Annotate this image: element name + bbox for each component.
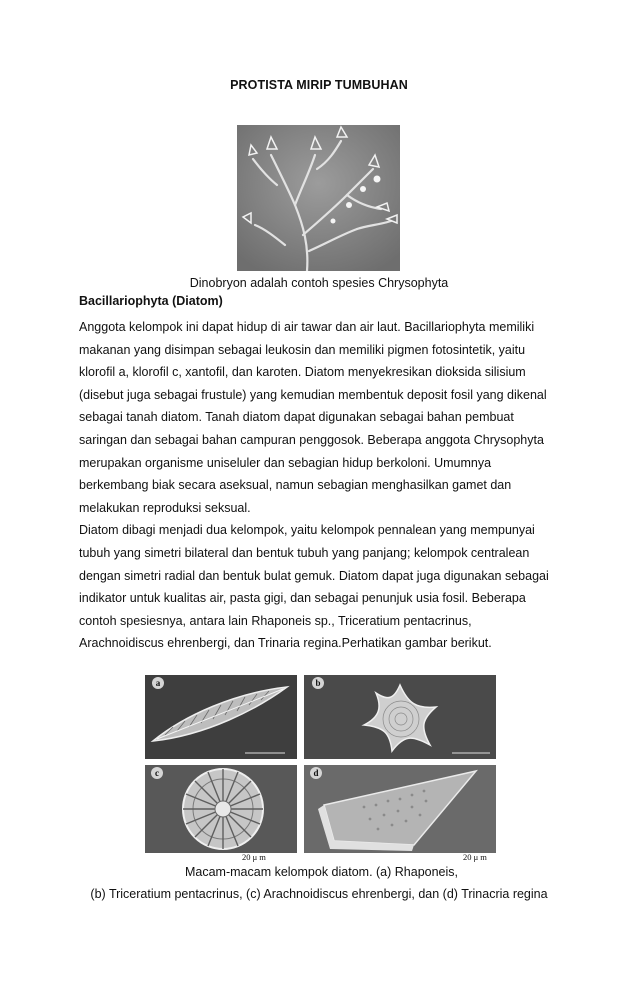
paragraph-line: sebagai tanah diatom. Tanah diatom dapat digunakan sebagai bahan pembuat xyxy=(79,410,514,425)
figure2-caption-line1: Macam-macam kelompok diatom. (a) Rhaponeis, xyxy=(184,865,459,879)
figure2-caption xyxy=(0,861,638,905)
diatom-panel-d xyxy=(304,765,496,853)
paragraph-line: tubuh yang simetri bilateral dan bentuk tubuh yang panjang; kelompok centralean xyxy=(79,545,530,560)
scale-label-d: 20 μ m xyxy=(463,852,487,862)
paragraph-line: Diatom dibagi menjadi dua kelompok, yaitu kelompok pennalean yang mempunyai xyxy=(79,523,535,538)
paragraph-line: (disebut juga sebagai frustule) yang kemudian membentuk deposit fosil yang dikenal xyxy=(79,387,547,402)
paragraph-line: Anggota kelompok ini dapat hidup di air tawar dan air laut. Bacillariophyta memiliki xyxy=(79,320,535,334)
figure1-caption: Dinobryon adalah contoh spesies Chrysophyta xyxy=(189,276,449,290)
paragraph-line: saringan dan sebagai bahan campuran penggosok. Beberapa anggota Chrysophyta xyxy=(79,432,544,447)
scale-label-c: 20 μ m xyxy=(242,852,266,862)
panel-label-d: d xyxy=(313,768,319,778)
dinobryon-photo xyxy=(237,125,400,271)
paragraph-line: dengan simetri radial dan bentuk bulat gemuk. Diatom dapat juga digunakan sebagai xyxy=(79,568,549,583)
panel-label-a: a xyxy=(155,678,161,688)
figure2-caption-line2: (b) Triceratium pentacrinus, (c) Arachnoidiscus ehrenbergi, dan (d) Trinacria regina xyxy=(90,887,548,901)
paragraph-line: klorofil a, klorofil c, xantofil, dan karoten. Diatom menyekresikan dioksida silisium xyxy=(79,365,526,380)
paragraph-line: melakukan reproduksi seksual. xyxy=(79,500,251,515)
diatom-panel-c xyxy=(145,765,297,853)
panel-label-b: b xyxy=(315,678,321,688)
paragraph-line: Arachnoidiscus ehrenbergi, dan Trinaria regina.Perhatikan gambar berikut. xyxy=(79,636,492,651)
section-heading: Bacillariophyta (Diatom) xyxy=(79,294,223,308)
diatom-panel-b xyxy=(304,675,496,759)
paragraph-line: berkembang biak secara aseksual, namun sebagian menghasilkan gamet dan xyxy=(79,478,512,493)
paragraph-line: contoh spesiesnya, antara lain Rhaponeis sp., Triceratium pentacrinus, xyxy=(79,613,472,628)
page-title: PROTISTA MIRIP TUMBUHAN xyxy=(230,78,408,92)
paragraph-line: makanan yang disimpan sebagai leukosin dan memiliki pigmen fotosintetik, yaitu xyxy=(79,342,526,357)
body-text xyxy=(79,316,569,655)
diatom-panel-a xyxy=(145,675,297,759)
paragraph-line: merupakan organisme uniseluler dan sebagian hidup berkoloni. Umumnya xyxy=(79,455,492,470)
panel-label-c: c xyxy=(155,768,159,778)
paragraph-line: indikator untuk kualitas air, pasta gigi, dan sebagai penunjuk usia fosil. Beberapa xyxy=(79,591,526,606)
